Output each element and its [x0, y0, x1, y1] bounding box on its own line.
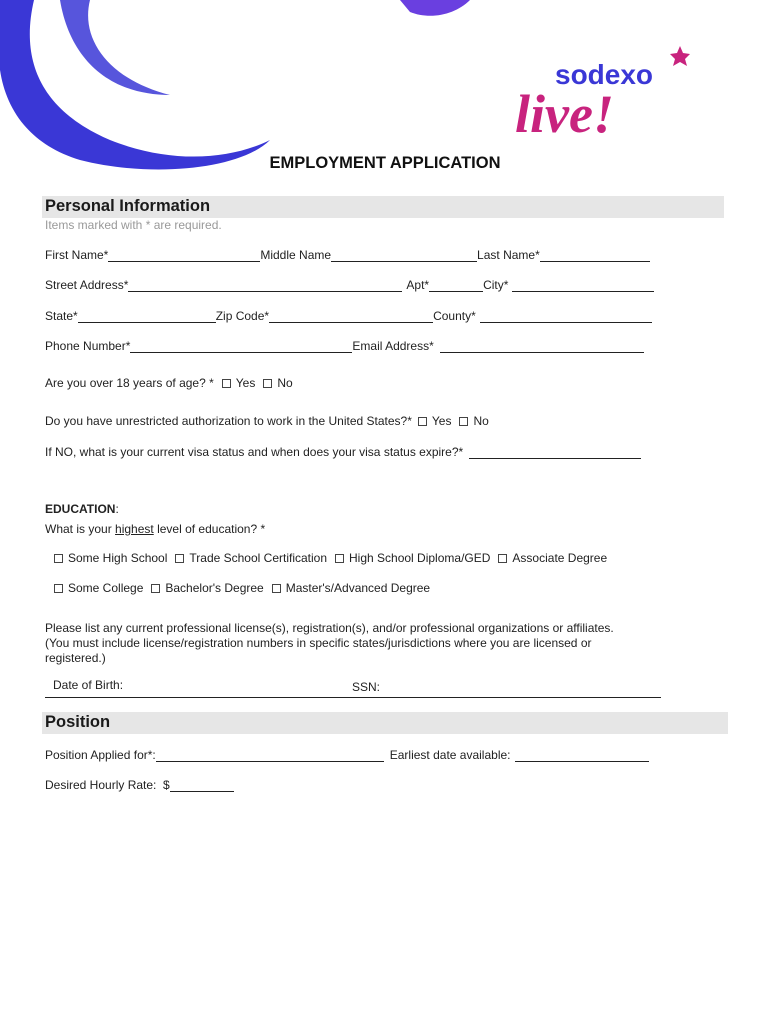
city-field[interactable]	[512, 279, 654, 292]
education-options-row1	[54, 551, 615, 565]
section-title-personal: Personal Information	[45, 197, 211, 215]
state-field[interactable]	[78, 310, 216, 323]
license-line-1: Please list any current professional license(s), registration(s), and/or professional organizations or affiliates.	[45, 621, 614, 635]
education-heading: EDUCATION	[45, 502, 116, 516]
license-line-3: registered.)	[45, 651, 106, 665]
zip-field[interactable]	[269, 310, 433, 323]
dob-label: Date of Birth:	[53, 678, 124, 692]
edu-option-some-high-school[interactable]: Some High School	[54, 551, 167, 565]
edu-option-bachelors[interactable]: Bachelor's Degree	[151, 581, 263, 595]
age-yes-checkbox[interactable]	[222, 379, 231, 388]
city-label: City*	[483, 278, 509, 292]
state-label: State*	[45, 309, 78, 323]
checkbox-icon[interactable]	[54, 554, 63, 563]
logo-text-top: sodexo	[555, 59, 654, 90]
auth-no-option[interactable]	[459, 414, 488, 428]
dob-ssn-line[interactable]	[45, 697, 661, 698]
edu-option-trade-school[interactable]: Trade School Certification	[175, 551, 327, 565]
position-applied-label: Position Applied for*:	[45, 748, 156, 762]
section-bar-position	[42, 712, 728, 734]
auth-yes-label: Yes	[431, 414, 452, 428]
ssn-label: SSN:	[352, 680, 381, 694]
visa-question: If NO, what is your current visa status and when does your visa status expire?*	[45, 445, 464, 459]
apt-field[interactable]	[429, 279, 483, 292]
checkbox-icon[interactable]	[335, 554, 344, 563]
visa-row	[45, 445, 641, 459]
auth-no-label: No	[473, 414, 489, 428]
sodexo-live-logo	[505, 40, 727, 140]
age-row	[45, 376, 301, 390]
edu-option-associate-degree[interactable]: Associate Degree	[498, 551, 607, 565]
earliest-date-field[interactable]	[515, 749, 649, 762]
first-name-label: First Name*	[45, 248, 109, 262]
education-heading-row	[45, 502, 119, 516]
age-no-checkbox[interactable]	[263, 379, 272, 388]
edu-option-some-college[interactable]: Some College	[54, 581, 143, 595]
education-colon: :	[115, 502, 119, 516]
last-name-field[interactable]	[540, 249, 650, 262]
page-title: EMPLOYMENT APPLICATION	[269, 154, 501, 172]
checkbox-icon[interactable]	[175, 554, 184, 563]
hourly-rate-label: Desired Hourly Rate: $	[45, 778, 170, 792]
hourly-rate-field[interactable]	[170, 779, 234, 792]
name-row	[45, 248, 650, 262]
visa-field[interactable]	[469, 446, 641, 459]
education-question-highlight: highest	[115, 522, 154, 536]
checkbox-icon[interactable]	[272, 584, 281, 593]
first-name-field[interactable]	[108, 249, 260, 262]
street-label: Street Address*	[45, 278, 129, 292]
auth-no-checkbox[interactable]	[459, 417, 468, 426]
position-row	[45, 748, 649, 762]
checkbox-icon[interactable]	[54, 584, 63, 593]
auth-yes-checkbox[interactable]	[418, 417, 427, 426]
edu-option-high-school-diploma[interactable]: High School Diploma/GED	[335, 551, 490, 565]
auth-yes-option[interactable]	[418, 414, 452, 428]
last-name-label: Last Name*	[477, 248, 540, 262]
education-question-post: level of education? *	[153, 522, 266, 536]
age-yes-label: Yes	[235, 376, 256, 390]
county-label: County*	[433, 309, 476, 323]
age-question: Are you over 18 years of age? *	[45, 376, 214, 390]
license-paragraph	[45, 621, 735, 666]
authorization-question: Do you have unrestricted authorization to work in the United States?*	[45, 414, 412, 428]
logo-text-bottom: live!	[515, 84, 614, 140]
decorative-swoosh	[0, 0, 500, 180]
address-row	[45, 278, 654, 292]
county-field[interactable]	[480, 310, 652, 323]
email-label: Email Address*	[352, 339, 434, 353]
street-field[interactable]	[128, 279, 402, 292]
phone-field[interactable]	[130, 340, 352, 353]
age-no-option[interactable]	[263, 376, 292, 390]
education-options-row2	[54, 581, 438, 595]
position-applied-field[interactable]	[156, 749, 384, 762]
section-title-position: Position	[45, 713, 111, 731]
zip-label: Zip Code*	[215, 309, 270, 323]
edu-option-masters[interactable]: Master's/Advanced Degree	[272, 581, 430, 595]
age-yes-option[interactable]	[222, 376, 256, 390]
contact-row	[45, 339, 644, 353]
apt-label: Apt*	[406, 278, 430, 292]
phone-label: Phone Number*	[45, 339, 131, 353]
middle-name-field[interactable]	[331, 249, 477, 262]
required-note: Items marked with * are required.	[45, 218, 222, 232]
education-question-pre: What is your	[45, 522, 116, 536]
rate-row	[45, 778, 234, 792]
license-line-2: (You must include license/registration numbers in specific states/jurisdictions where you are licensed or	[45, 636, 592, 650]
middle-name-label: Middle Name	[260, 248, 332, 262]
authorization-row	[45, 414, 497, 428]
state-row	[45, 309, 652, 323]
email-field[interactable]	[440, 340, 644, 353]
checkbox-icon[interactable]	[498, 554, 507, 563]
age-no-label: No	[277, 376, 293, 390]
earliest-date-label: Earliest date available:	[389, 748, 511, 762]
checkbox-icon[interactable]	[151, 584, 160, 593]
education-question	[45, 522, 265, 536]
